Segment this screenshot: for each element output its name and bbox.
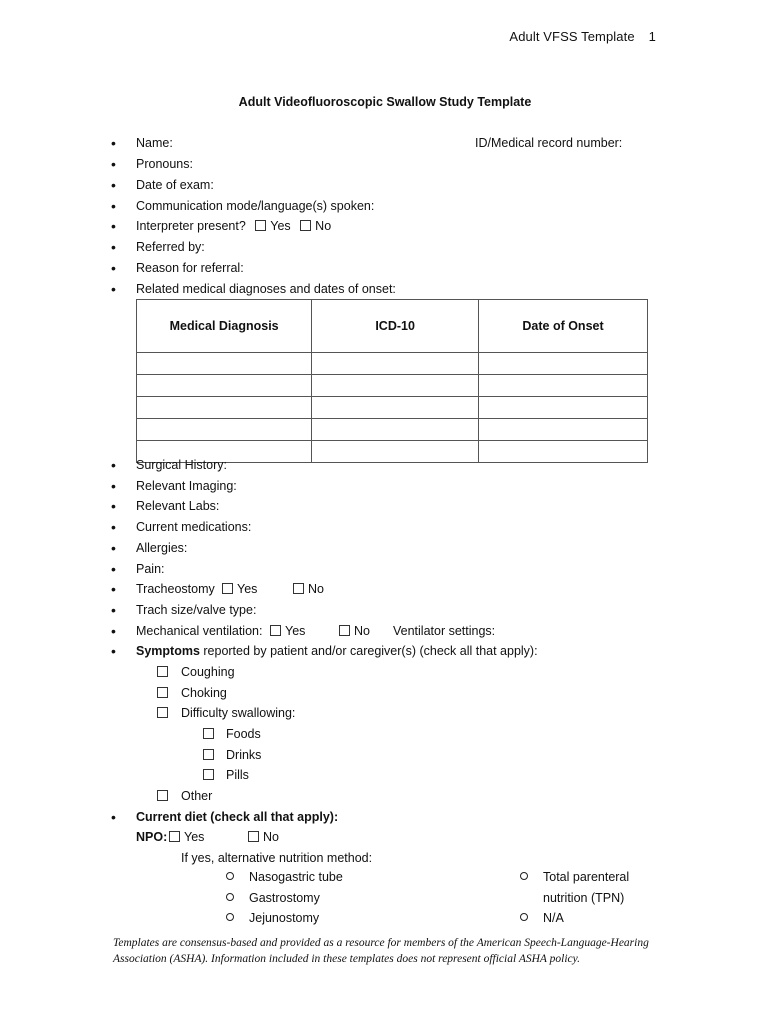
table-cell[interactable] [479,419,648,441]
interpreter-yes-checkbox[interactable] [255,220,266,231]
footer-disclaimer: Templates are consensus-based and provided as a resource for members of the American Speech-Language-Hearing Association (ASHA). Information included in these templates does not represent official ASHA policy. [113,937,649,965]
field-name: • Name: ID/Medical record number: [111,135,623,151]
mech-vent-no-checkbox[interactable] [339,625,350,636]
table-cell[interactable] [479,397,648,419]
table-row [137,419,648,441]
table-cell[interactable] [137,419,312,441]
table-cell[interactable] [312,375,479,397]
page-header [509,29,656,44]
document-title: Adult Videofluoroscopic Swallow Study Template [238,95,532,109]
difficulty-checkbox[interactable] [157,707,168,718]
jejuno-radio[interactable] [226,913,234,921]
table-cell[interactable] [312,353,479,375]
table-row [137,397,648,419]
table-cell[interactable] [312,397,479,419]
nutrition-row-3: Jejunostomy N/A [0,909,770,927]
pills-checkbox[interactable] [203,769,214,780]
col-date-onset: Date of Onset [479,300,648,353]
table-cell[interactable] [479,375,648,397]
interpreter-no-checkbox[interactable] [300,220,311,231]
foods-checkbox[interactable] [203,728,214,739]
table-cell[interactable] [137,375,312,397]
trach-no-checkbox[interactable] [293,583,304,594]
col-icd10: ICD-10 [312,300,479,353]
field-mech-vent: • Mechanical ventilation: Yes No Ventilator settings: [111,623,496,639]
page-number: 1 [648,29,656,44]
na-radio[interactable] [520,913,528,921]
nutrition-row-1: Nasogastric tube Total parenteral [0,868,770,886]
gastro-radio[interactable] [226,893,234,901]
choking-checkbox[interactable] [157,687,168,698]
coughing-checkbox[interactable] [157,666,168,677]
table-cell[interactable] [479,441,648,463]
table-cell[interactable] [312,419,479,441]
npo-yes-checkbox[interactable] [169,831,180,842]
table-row [137,375,648,397]
field-trach: • Tracheostomy Yes No [111,581,324,597]
document-page: Adult VFSS Template 1 Adult Videofluoroscopic Swallow Study Template • Name: ID/Medical record number: • Pronouns: • Date of exam: • Communication mode/language(s) spoken: • Interpreter present? Yes No • Referred by: • Reason for referral: • Related medical diagnoses and dates of onset: Medical Diagnosis ICD-10 Date of Onset • Surgical History: • Relevant Imaging: • Relevant Labs: • Current medications: • Allergies: • Pain: • Tracheostomy Yes No • Trach size/valve type: • Mechanical ventilation: Yes No Ventilator settings: • Symptoms reported by patient and/or caregiver(s) (check all that apply): Coughing Choking Difficulty swallowing: Foods Drinks Pills Other • Current diet (check all that apply): NPO: Yes No If yes, alternative nutrition method: Nasogastric tube Total parenteral Gastrostomy nutrition (TPN) Jejunostomy N/A Templates are consensus-based and provided as a resource for members of the American Speech-Language-Hearing Association (ASHA). Information included in these templates does not represent official ASHA policy. [0,0,770,1024]
tpn-radio[interactable] [520,872,528,880]
diagnosis-table [136,299,648,463]
trach-yes-checkbox[interactable] [222,583,233,594]
table-row [137,353,648,375]
table-cell[interactable] [137,397,312,419]
table-cell[interactable] [312,441,479,463]
table-cell[interactable] [479,353,648,375]
npo-no-checkbox[interactable] [248,831,259,842]
drinks-checkbox[interactable] [203,749,214,760]
field-id-mrn: ID/Medical record number: [475,136,623,150]
nutrition-row-2: Gastrostomy nutrition (TPN) [0,889,770,907]
field-vent-settings: Ventilator settings: [393,624,496,638]
header-title: Adult VFSS Template [509,29,635,44]
other-checkbox[interactable] [157,790,168,801]
field-npo: NPO: Yes No [136,830,279,844]
table-cell[interactable] [137,353,312,375]
mech-vent-yes-checkbox[interactable] [270,625,281,636]
ng-radio[interactable] [226,872,234,880]
table-header-row [137,300,648,353]
col-medical-diagnosis: Medical Diagnosis [137,300,312,353]
